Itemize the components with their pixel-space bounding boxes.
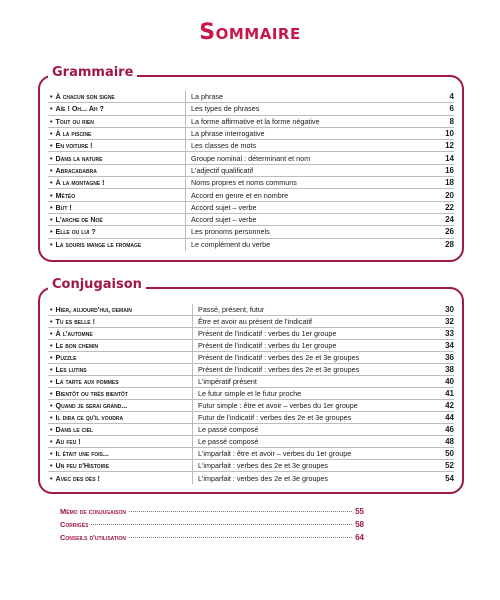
toc-page-number: 40 <box>445 377 454 386</box>
annex-row <box>60 533 364 546</box>
toc-lesson-topic: L'imparfait : être et avoir – verbes du 1er groupe <box>198 449 352 458</box>
toc-row <box>48 239 454 251</box>
toc-page-number: 4 <box>449 92 454 102</box>
toc-lesson-topic: Les classes de mots <box>191 141 257 151</box>
toc-lesson-title <box>48 239 186 251</box>
toc-row <box>48 340 454 352</box>
toc-lesson-title <box>48 177 186 188</box>
bullet-icon: • <box>50 190 53 200</box>
toc-lesson-topic: L'adjectif qualificatif <box>191 165 254 175</box>
annex-page-number: 64 <box>355 533 364 542</box>
toc-lesson-title-text: Les lutins <box>55 365 87 374</box>
toc-lesson-topic: La forme affirmative et la forme négative <box>191 116 320 126</box>
toc-lesson-title-text: À chacun son signe <box>55 92 115 102</box>
toc-lesson-title-text: La souris mange le fromage <box>55 240 142 250</box>
toc-lesson-topic: L'imparfait : verbes des 2e et 3e groupes <box>198 473 329 483</box>
toc-page-number: 16 <box>445 165 454 175</box>
toc-lesson-title-text: La tarte aux pommes <box>55 377 119 386</box>
toc-row <box>48 226 454 238</box>
toc-page-number: 50 <box>445 449 454 458</box>
annex-label: Conseils d'utilisation <box>60 533 126 542</box>
toc-lesson-title <box>48 91 186 102</box>
toc-lesson-title <box>48 202 186 213</box>
toc-row <box>48 103 454 115</box>
bullet-icon: • <box>50 104 53 114</box>
bullet-icon: • <box>50 413 53 422</box>
toc-row <box>48 116 454 128</box>
dot-leader <box>129 537 352 538</box>
bullet-icon: • <box>50 141 53 151</box>
toc-lesson-title <box>48 152 186 163</box>
conjugaison-section <box>38 277 464 494</box>
toc-row <box>48 189 454 201</box>
toc-row <box>48 328 454 340</box>
toc-lesson-title <box>48 226 186 237</box>
toc-lesson-topic: Le passé composé <box>198 437 259 446</box>
toc-page-number: 44 <box>445 413 454 422</box>
toc-lesson-title <box>48 472 193 484</box>
toc-lesson-title-text: Il était une fois... <box>55 449 109 458</box>
toc-row <box>48 91 454 103</box>
toc-row <box>48 424 454 436</box>
toc-page-number: 48 <box>445 437 454 446</box>
toc-lesson-topic: Passé, présent, futur <box>198 305 265 314</box>
toc-lesson-title-text: Hier, aujourd'hui, demain <box>55 305 132 314</box>
bullet-icon: • <box>50 215 53 225</box>
annex-row <box>60 507 364 520</box>
page-title: Sommaire <box>199 20 301 45</box>
toc-page-number: 34 <box>445 341 454 350</box>
toc-lesson-title-text: Aïe ! Oh... Ah ? <box>55 104 104 114</box>
toc-lesson-topic: Futur simple : être et avoir – verbes du 1er groupe <box>198 401 358 410</box>
toc-page-number: 18 <box>445 178 454 188</box>
toc-lesson-title <box>48 316 193 327</box>
toc-lesson-topic: Présent de l'indicatif : verbes du 1er groupe <box>198 341 337 350</box>
toc-page-number: 38 <box>445 365 454 374</box>
toc-lesson-title-text: Puzzle <box>55 353 77 362</box>
bullet-icon: • <box>50 129 53 139</box>
bullet-icon: • <box>50 365 53 374</box>
grammaire-rows <box>48 91 454 251</box>
bullet-icon: • <box>50 329 53 338</box>
toc-page-number: 33 <box>445 329 454 338</box>
grammaire-section <box>38 65 464 262</box>
toc-lesson-title-text: Météo <box>55 190 76 200</box>
dot-leader <box>129 511 352 512</box>
conjugaison-heading: Conjugaison <box>48 277 146 292</box>
toc-lesson-topic: Le complément du verbe <box>191 240 271 250</box>
toc-lesson-title-text: À la montagne ! <box>55 178 105 188</box>
bullet-icon: • <box>50 240 53 250</box>
toc-page-number: 54 <box>445 473 454 483</box>
bullet-icon: • <box>50 353 53 362</box>
toc-page-number: 8 <box>449 116 454 126</box>
bullet-icon: • <box>50 437 53 446</box>
toc-lesson-topic: Accord sujet – verbe <box>191 202 257 212</box>
toc-page-number: 14 <box>445 153 454 163</box>
annex-row <box>60 520 364 533</box>
toc-row <box>48 460 454 472</box>
toc-page-number: 28 <box>445 240 454 250</box>
bullet-icon: • <box>50 178 53 188</box>
bullet-icon: • <box>50 92 53 102</box>
toc-lesson-title-text: À l'automne <box>55 329 93 338</box>
toc-lesson-title-text: Il dira ce qu'il voudra <box>55 413 124 422</box>
bullet-icon: • <box>50 341 53 350</box>
toc-lesson-title-text: Tout ou rien <box>55 116 94 126</box>
bullet-icon: • <box>50 116 53 126</box>
toc-lesson-topic: L'imparfait : verbes des 2e et 3e groupes <box>198 461 329 470</box>
toc-lesson-title <box>48 352 193 363</box>
annex-list <box>60 507 364 546</box>
toc-lesson-title <box>48 165 186 176</box>
annex-label: Corrigés <box>60 520 89 529</box>
toc-lesson-title-text: L'arche de Noé <box>55 215 103 225</box>
toc-lesson-topic: La phrase interrogative <box>191 129 265 139</box>
toc-page-number: 20 <box>445 190 454 200</box>
toc-page-number: 30 <box>445 305 454 314</box>
toc-lesson-topic: Futur de l'indicatif : verbes des 2e et 3e groupes <box>198 413 352 422</box>
toc-lesson-title-text: Elle ou lui ? <box>55 227 96 237</box>
toc-row <box>48 202 454 214</box>
toc-row <box>48 177 454 189</box>
toc-row <box>48 316 454 328</box>
toc-row <box>48 400 454 412</box>
toc-lesson-topic: Présent de l'indicatif : verbes des 2e et 3e groupes <box>198 365 360 374</box>
toc-row <box>48 412 454 424</box>
toc-page-number: 26 <box>445 227 454 237</box>
toc-lesson-topic: Le passé composé <box>198 425 259 434</box>
bullet-icon: • <box>50 165 53 175</box>
toc-row <box>48 214 454 226</box>
toc-row <box>48 472 454 484</box>
toc-lesson-topic: Les pronoms personnels <box>191 227 270 237</box>
bullet-icon: • <box>50 389 53 398</box>
toc-row <box>48 388 454 400</box>
bullet-icon: • <box>50 305 53 314</box>
bullet-icon: • <box>50 449 53 458</box>
conjugaison-rows <box>48 304 454 484</box>
toc-lesson-topic: Présent de l'indicatif : verbes du 1er groupe <box>198 329 337 338</box>
toc-row <box>48 140 454 152</box>
toc-lesson-title-text: Abracadabra <box>55 165 97 175</box>
toc-lesson-topic: L'impératif présent <box>198 377 257 386</box>
toc-lesson-title <box>48 400 193 411</box>
toc-lesson-topic: Être et avoir au présent de l'indicatif <box>198 317 313 326</box>
toc-page-number: 24 <box>445 215 454 225</box>
toc-row <box>48 448 454 460</box>
toc-lesson-title <box>48 128 186 139</box>
toc-row <box>48 352 454 364</box>
toc-lesson-topic: Les types de phrases <box>191 104 260 114</box>
bullet-icon: • <box>50 473 53 483</box>
annex-page-number: 55 <box>355 507 364 516</box>
toc-row <box>48 304 454 316</box>
toc-row <box>48 152 454 164</box>
toc-lesson-topic: Accord sujet – verbe <box>191 215 257 225</box>
toc-row <box>48 165 454 177</box>
toc-row <box>48 436 454 448</box>
toc-lesson-topic: Accord en genre et en nombre <box>191 190 289 200</box>
toc-lesson-title <box>48 448 193 459</box>
toc-lesson-topic: La phrase <box>191 92 223 102</box>
toc-lesson-topic: Présent de l'indicatif : verbes des 2e et 3e groupes <box>198 353 360 362</box>
toc-lesson-title-text: Dans la nature <box>55 153 103 163</box>
bullet-icon: • <box>50 377 53 386</box>
toc-lesson-title <box>48 460 193 471</box>
toc-lesson-title <box>48 116 186 127</box>
toc-page-number: 32 <box>445 317 454 326</box>
toc-lesson-title-text: Au feu ! <box>55 437 81 446</box>
toc-page-number: 41 <box>445 389 454 398</box>
toc-lesson-title <box>48 412 193 423</box>
toc-page-number: 12 <box>445 141 454 151</box>
toc-page-number: 36 <box>445 353 454 362</box>
toc-row <box>48 128 454 140</box>
toc-lesson-topic: Noms propres et noms communs <box>191 178 297 188</box>
annex-label: Mémo de conjugaison <box>60 507 126 516</box>
annex-page-number: 58 <box>355 520 364 529</box>
toc-lesson-title-text: En voiture ! <box>55 141 93 151</box>
bullet-icon: • <box>50 202 53 212</box>
toc-lesson-title <box>48 424 193 435</box>
toc-page-number: 6 <box>449 104 454 114</box>
toc-row <box>48 364 454 376</box>
toc-lesson-title-text: Le bon chemin <box>55 341 99 350</box>
bullet-icon: • <box>50 401 53 410</box>
toc-lesson-title <box>48 388 193 399</box>
toc-lesson-title <box>48 140 186 151</box>
toc-lesson-title <box>48 189 186 200</box>
toc-lesson-title <box>48 340 193 351</box>
toc-lesson-title <box>48 103 186 114</box>
toc-lesson-title-text: Tu es belle ! <box>55 317 95 326</box>
bullet-icon: • <box>50 317 53 326</box>
toc-lesson-title <box>48 376 193 387</box>
bullet-icon: • <box>50 153 53 163</box>
toc-lesson-title-text: But ! <box>55 202 72 212</box>
toc-lesson-title-text: Avec des dés ! <box>55 473 100 483</box>
bullet-icon: • <box>50 461 53 470</box>
toc-lesson-title <box>48 214 186 225</box>
toc-row <box>48 376 454 388</box>
toc-page-number: 42 <box>445 401 454 410</box>
toc-page-number: 22 <box>445 202 454 212</box>
toc-lesson-topic: Groupe nominal : déterminant et nom <box>191 153 311 163</box>
toc-page-number: 46 <box>445 425 454 434</box>
toc-lesson-title-text: Dans le ciel <box>55 425 94 434</box>
bullet-icon: • <box>50 425 53 434</box>
toc-lesson-title-text: Quand je serai grand... <box>55 401 128 410</box>
toc-lesson-title <box>48 304 193 315</box>
dot-leader <box>91 524 352 525</box>
toc-lesson-title <box>48 364 193 375</box>
toc-lesson-topic: Le futur simple et le futur proche <box>198 389 302 398</box>
toc-page-number: 52 <box>445 461 454 470</box>
toc-lesson-title <box>48 328 193 339</box>
toc-lesson-title-text: À la piscine <box>55 129 92 139</box>
toc-page-number: 10 <box>445 129 454 139</box>
grammaire-heading: Grammaire <box>48 65 137 80</box>
toc-lesson-title-text: Bientôt ou très bientôt <box>55 389 128 398</box>
bullet-icon: • <box>50 227 53 237</box>
toc-lesson-title-text: Un peu d'Histoire <box>55 461 110 470</box>
toc-lesson-title <box>48 436 193 447</box>
